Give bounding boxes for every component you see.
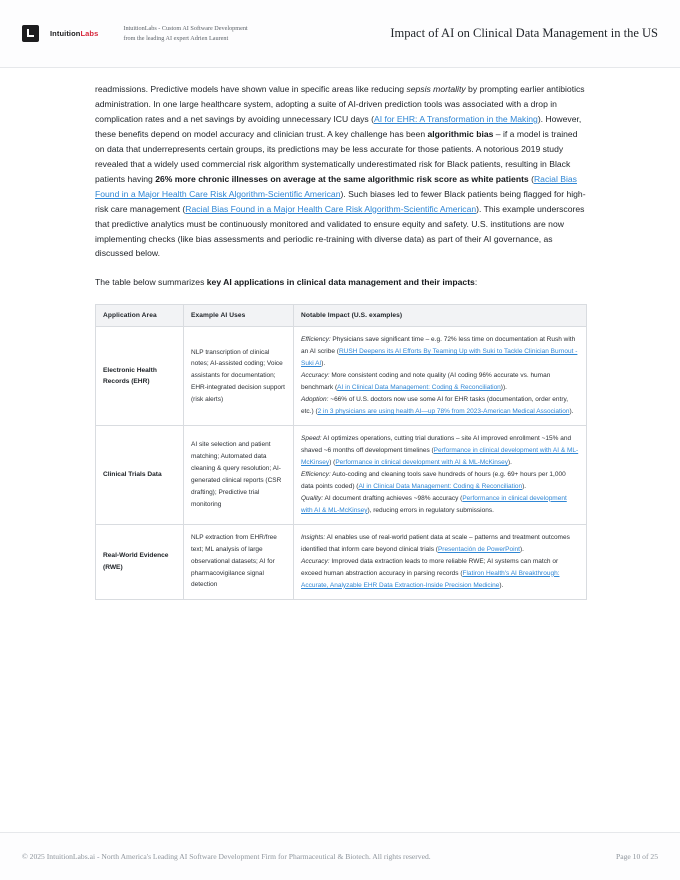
link-ama-physicians-ai[interactable]: 2 in 3 physicians are using health AI—up 78% from 2023-American Medical Association [317,408,570,416]
page-body [0,68,680,600]
cell-example-ai-uses: NLP extraction from EHR/free text; ML analysis of large observational datasets; AI for pharmacovigilance signal detection [184,524,294,599]
cell-notable-impact [294,327,587,426]
brand-block [22,24,248,43]
text-segment: ( [528,173,534,184]
column-header-notable-impact: Notable Impact (U.S. examples) [294,305,587,327]
link-mckinsey-2[interactable]: Performance in clinical development with AI & ML-McKinsey [335,458,509,466]
text-segment: ). Such biases led to fewer Black patients being flagged for high-risk care management ( [95,188,586,214]
text-segment: by prompting earlier antibiotics administration. In one large healthcare system, adopting a suite of AI-driven prediction tools was associated with a drop in complication rates and a net savings by avoiding unnecessary ICU days ( [95,84,585,124]
impact-label: Quality: [301,494,324,502]
impact-tail: ). [522,482,527,490]
brand-tagline [123,24,247,43]
ai-applications-table [95,304,587,599]
text-segment: The table below summarizes [95,277,207,288]
impact-label: Adoption: [301,396,329,404]
text-segment: readmissions. Predictive models have shown value in specific areas like reducing [95,84,407,94]
impact-label: Efficiency: [301,336,331,344]
impact-tail: )). [500,384,507,392]
impact-mid: ) ( [329,458,336,466]
impact-label: Accuracy: [301,557,330,565]
brand-tagline-line1: IntuitionLabs - Custom AI Software Development [123,24,248,32]
footer-page-indicator: Page 10 of 25 [616,852,658,861]
cell-example-ai-uses: NLP transcription of clinical notes; AI-assisted coding; Voice assistants for documentation; EHR-integrated decision support (risk alerts) [184,327,294,426]
text-segment: : [474,277,478,288]
impact-tail: ). [499,581,504,589]
footer-copyright: © 2025 IntuitionLabs.ai - North America's Leading AI Software Development Firm for Pharmaceutical & Biotech. All rights reserved. [22,852,431,861]
column-header-example-ai-uses: Example AI Uses [184,305,294,327]
impact-tail: ). [508,458,512,466]
cell-notable-impact [294,426,587,525]
impact-label: Insights: [301,533,326,541]
impact-text: AI enables use of real-world patient data at scale – patterns and treatment outcomes identified that inform care beyond clinical trials ( [301,533,570,553]
impact-text: Improved data extraction leads to more reliable RWE; AI systems can match or exceed human abstraction accuracy in parsing records ( [301,557,559,577]
cell-application-area: Real-World Evidence (RWE) [96,524,184,599]
link-mckinsey-1[interactable]: Performance in clinical development with AI & ML-McKinsey [301,447,579,466]
paragraph-table-intro [95,275,586,290]
impact-label: Accuracy: [301,372,330,380]
page-header [0,0,680,68]
emphasis-sepsis-mortality: sepsis mortality [406,84,466,94]
cell-application-area: Electronic Health Records (EHR) [96,327,184,426]
document-title: Impact of AI on Clinical Data Management in the US [390,26,658,40]
strong-chronic-illness-stat: 26% more chronic illnesses on average at the same algorithmic risk score as white patients [155,173,529,184]
link-ai-coding-reconciliation[interactable]: AI in Clinical Data Management: Coding & Reconciliation [358,482,523,490]
intuitionlabs-logo-icon [22,25,39,42]
table-row [96,327,587,426]
link-rush-suki[interactable]: RUSH Deepens its AI Efforts By Teaming Up with Suki to Tackle Clinician Burnout - Suki AI [301,348,578,368]
brand-tagline-line2: from the leading AI expert Adrien Laurent [123,34,229,42]
link-flatiron-health[interactable]: Flatiron Health's AI Breakthrough: Accurate, Analyzable EHR Data Extraction-Inside Precision Medicine [301,569,560,589]
link-ai-for-ehr[interactable]: AI for EHR: A Transformation in the Making [373,113,538,124]
strong-algorithmic-bias: algorithmic bias [427,128,494,139]
cell-notable-impact [294,524,587,599]
link-presentacion-powerpoint[interactable]: Presentación de PowerPoint [437,545,520,553]
impact-label: Speed: [301,435,322,443]
paragraph-predictive-models [95,82,586,261]
impact-label: Efficiency: [301,470,331,478]
text-segment: ). However, these benefits depend on model accuracy and clinician trust. A key challenge has been [95,113,582,139]
impact-tail: ), reducing errors in regulatory submissions. [367,506,494,514]
cell-application-area: Clinical Trials Data [96,426,184,525]
text-segment: ). This example underscores that predictive analytics must be continuously monitored and validated to ensure equity and safety. U.S. institutions are now implementing checks (like bias assessments and periodic re-training with diverse data) as part of their AI governance, as discussed below. [95,203,585,259]
impact-text: ~66% of U.S. doctors now use some AI for EHR tasks (documentation, order entry, etc.) ( [301,396,569,416]
impact-text: AI optimizes operations, cutting trial durations – site AI improved enrollment ~15% and shaved ~6 months off development timelines ( [301,435,572,455]
link-mckinsey-3[interactable]: Performance in clinical development with AI & ML-McKinsey [301,494,567,514]
column-header-application-area: Application Area [96,305,184,327]
brand-name-first: Intuition [50,29,81,38]
impact-tail: ). [519,545,524,553]
link-racial-bias-1[interactable]: Racial Bias Found in a Major Health Care Risk Algorithm-Scientific American [95,173,577,199]
impact-text: Auto-coding and cleaning tools save hundreds of hours (e.g. 69+ hours per 1,000 data points coded) ( [301,470,566,490]
strong-key-ai-applications: key AI applications in clinical data management and their impacts [206,277,475,288]
table-row [96,426,587,525]
link-ai-coding-reconciliation[interactable]: AI in Clinical Data Management: Coding & Reconciliation [337,384,501,392]
cell-example-ai-uses: AI site selection and patient matching; Automated data cleaning & query resolution; AI-generated clinical reports (CSR drafting); Predictive trial monitoring [184,426,294,525]
impact-tail: ). [569,408,574,416]
impact-tail: ). [321,360,326,368]
table-row [96,524,587,599]
link-racial-bias-2[interactable]: Racial Bias Found in a Major Health Care Risk Algorithm-Scientific American [185,203,477,214]
page-footer [0,832,680,880]
brand-name-second: Labs [80,29,99,38]
table-header-row [96,305,587,327]
impact-text: More consistent coding and note quality (AI coding 96% accurate vs. human benchmark ( [301,372,551,392]
brand-wordmark [50,29,98,38]
impact-text: Physicians save significant time – e.g. 72% less time on documentation at Rush with an AI scribe ( [301,336,576,356]
text-segment: – if a model is trained on data that underrepresents certain groups, its predictions may be less accurate for those patients. A notorious 2019 study revealed that a widely used commercial risk algorithm systematically underestimated risk for Black patients, resulting in Black patients having [95,128,578,184]
impact-text: AI document drafting achieves ~98% accuracy ( [323,494,463,502]
